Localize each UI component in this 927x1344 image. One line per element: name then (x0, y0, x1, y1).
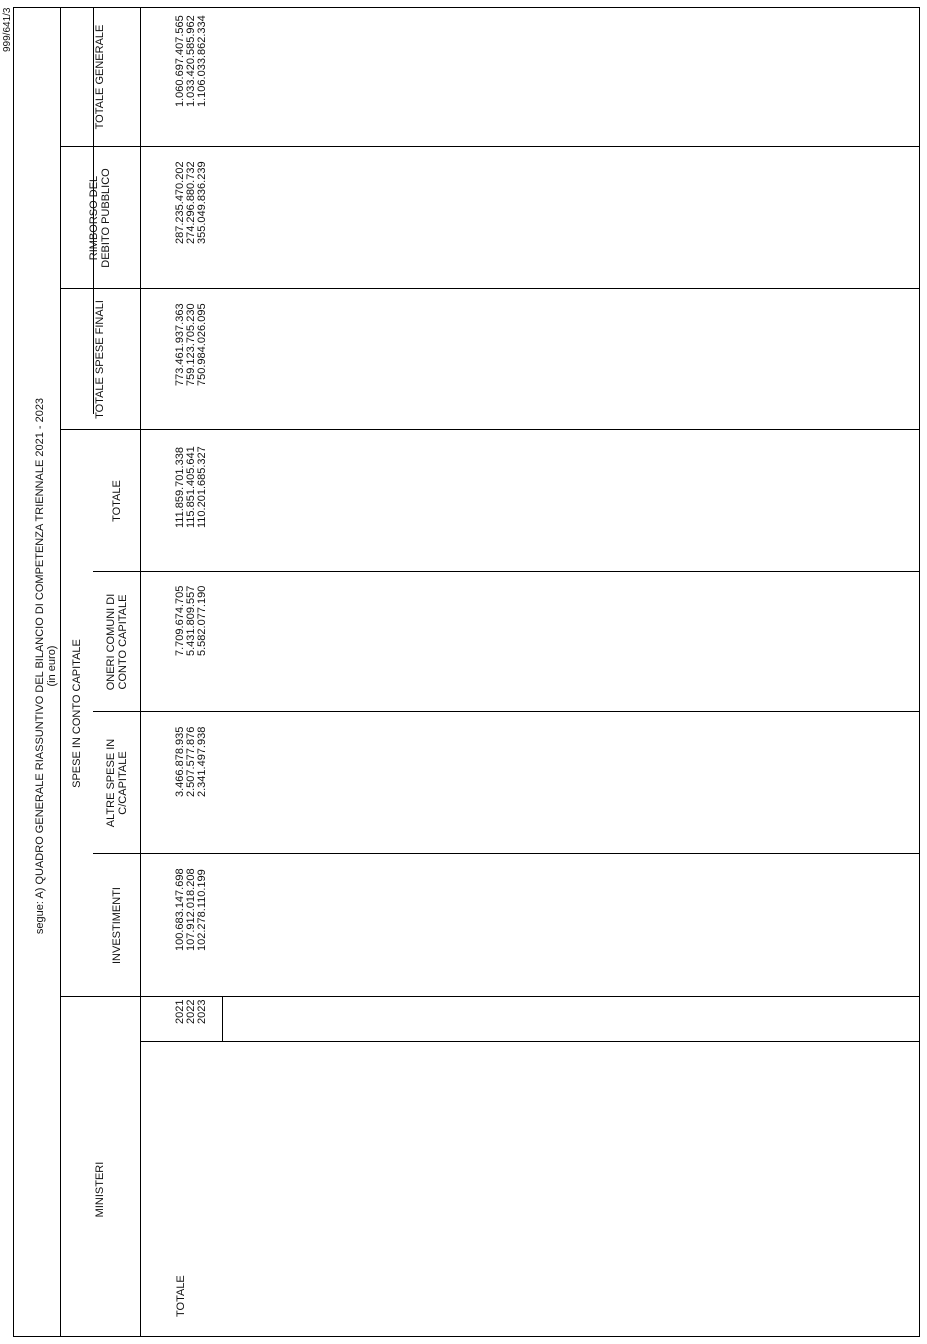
table-frame (13, 7, 920, 1337)
year-2021: 2021 (174, 999, 186, 1024)
header-altre-spese: ALTRE SPESE IN C/CAPITALE (104, 738, 129, 828)
header-investimenti: INVESTIMENTI (110, 887, 123, 965)
oneri-comuni-values: 7.709.674.705 5.431.809.557 5.582.077.190 (174, 585, 208, 656)
header-oneri-comuni: ONERI COMUNI DI CONTO CAPITALE (104, 593, 129, 691)
year-list (175, 1000, 208, 1024)
year-2023: 2023 (196, 999, 208, 1024)
document-code: 999/641/3 (2, 7, 13, 52)
header-totale: TOTALE (110, 480, 123, 522)
header-rimborso: RIMBORSO DEL DEBITO PUBBLICO (88, 168, 112, 268)
page-title: segue: A) QUADRO GENERALE RIASSUNTIVO DEL BILANCIO DI COMPETENZA TRIENNALE 2021 - 2023 (34, 397, 46, 935)
header-totale-generale: TOTALE GENERALE (94, 24, 106, 130)
year-2022: 2022 (185, 999, 197, 1024)
totale-values: 111.859.701.338 115.851.405.641 110.201.685.327 (174, 446, 208, 528)
investimenti-values: 100.683.147.698 107.912.018.208 102.278.110.199 (174, 868, 208, 951)
totale-spese-finali-values: 773.461.937.363 759.123.705.230 750.984.026.095 (174, 303, 208, 386)
altre-spese-values: 3.466.878.935 2.507.577.876 2.341.497.938 (174, 726, 208, 797)
header-spese-conto-capitale: SPESE IN CONTO CAPITALE (70, 639, 83, 788)
row-label-totale: TOTALE (175, 1275, 187, 1317)
rimborso-values: 287.235.470.202 274.296.880.732 355.049.836.239 (174, 161, 208, 244)
totale-generale-values: 1.060.697.407.565 1.033.420.585.962 1.106.033.862.334 (174, 15, 208, 107)
header-ministeri: MINISTERI (94, 1161, 106, 1218)
page-subtitle: (in euro) (46, 645, 58, 687)
header-totale-spese-finali: TOTALE SPESE FINALI (94, 300, 106, 419)
